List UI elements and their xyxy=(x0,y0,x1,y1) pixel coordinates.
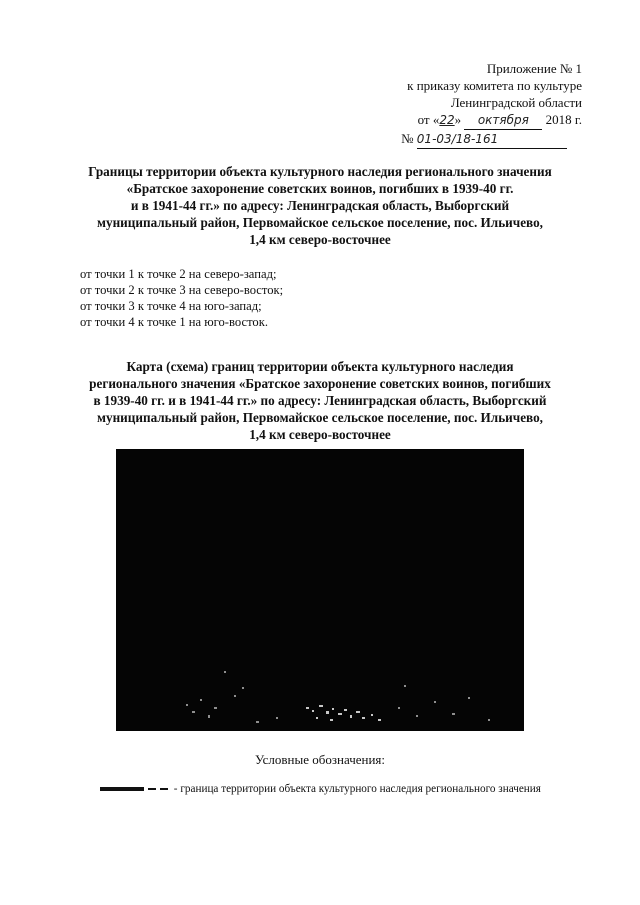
number-handwritten: 01-03/18-161 xyxy=(417,131,567,149)
date-month-handwritten: октября xyxy=(464,112,542,130)
map-title xyxy=(80,358,560,443)
legend-title: Условные обозначения: xyxy=(254,752,386,767)
date-day-handwritten: 22 xyxy=(439,113,455,127)
legend-item xyxy=(100,783,541,795)
map-noise-graphic xyxy=(116,449,524,731)
title-line: регионального значения «Братское захоронение советских воинов, погибших xyxy=(89,376,551,391)
appendix-number-line xyxy=(401,130,582,149)
boundary-point-item: от точки 4 к точке 1 на юго-восток. xyxy=(80,315,268,329)
title-line: муниципальный район, Первомайское сельское поселение, пос. Ильичево, xyxy=(97,410,543,425)
title-line: 1,4 км северо-восточнее xyxy=(249,232,391,247)
appendix-title: Приложение № 1 xyxy=(486,61,582,76)
boundary-point-item: от точки 2 к точке 3 на северо-восток; xyxy=(80,283,284,297)
legend-item-text: - граница территории объекта культурного наследия регионального значения xyxy=(173,783,541,795)
title-line: Карта (схема) границ территории объекта культурного наследия xyxy=(126,359,514,374)
boundary-point-item: от точки 1 к точке 2 на северо-запад; xyxy=(80,267,277,281)
appendix-region-line: Ленинградской области xyxy=(450,95,582,110)
date-mid: » xyxy=(454,112,462,127)
title-line: «Братское захоронение советских воинов, погибших в 1939-40 гг. xyxy=(126,181,514,196)
title-line: и в 1941-44 гг.» по адресу: Ленинградская область, Выборгский xyxy=(130,198,510,213)
appendix-date-line xyxy=(407,111,582,130)
title-line: 1,4 км северо-восточнее xyxy=(249,427,391,442)
boundary-line-symbol xyxy=(100,787,168,792)
title-line: в 1939-40 гг. и в 1941-44 гг.» по адресу: Ленинградская область, Выборгский xyxy=(93,393,547,408)
date-prefix: от « xyxy=(417,112,440,127)
appendix-block xyxy=(401,60,582,149)
boundary-points-list xyxy=(80,266,283,330)
boundary-point-item: от точки 3 к точке 4 на юго-запад; xyxy=(80,299,262,313)
title-line: Границы территории объекта культурного наследия регионального значения xyxy=(88,164,552,179)
number-prefix: № xyxy=(401,131,414,146)
appendix-order-line: к приказу комитета по культуре xyxy=(407,78,582,93)
title-line: муниципальный район, Первомайское сельское поселение, пос. Ильичево, xyxy=(97,215,543,230)
map-image xyxy=(116,449,524,731)
date-year: 2018 г. xyxy=(545,112,582,127)
boundaries-title xyxy=(80,163,560,248)
